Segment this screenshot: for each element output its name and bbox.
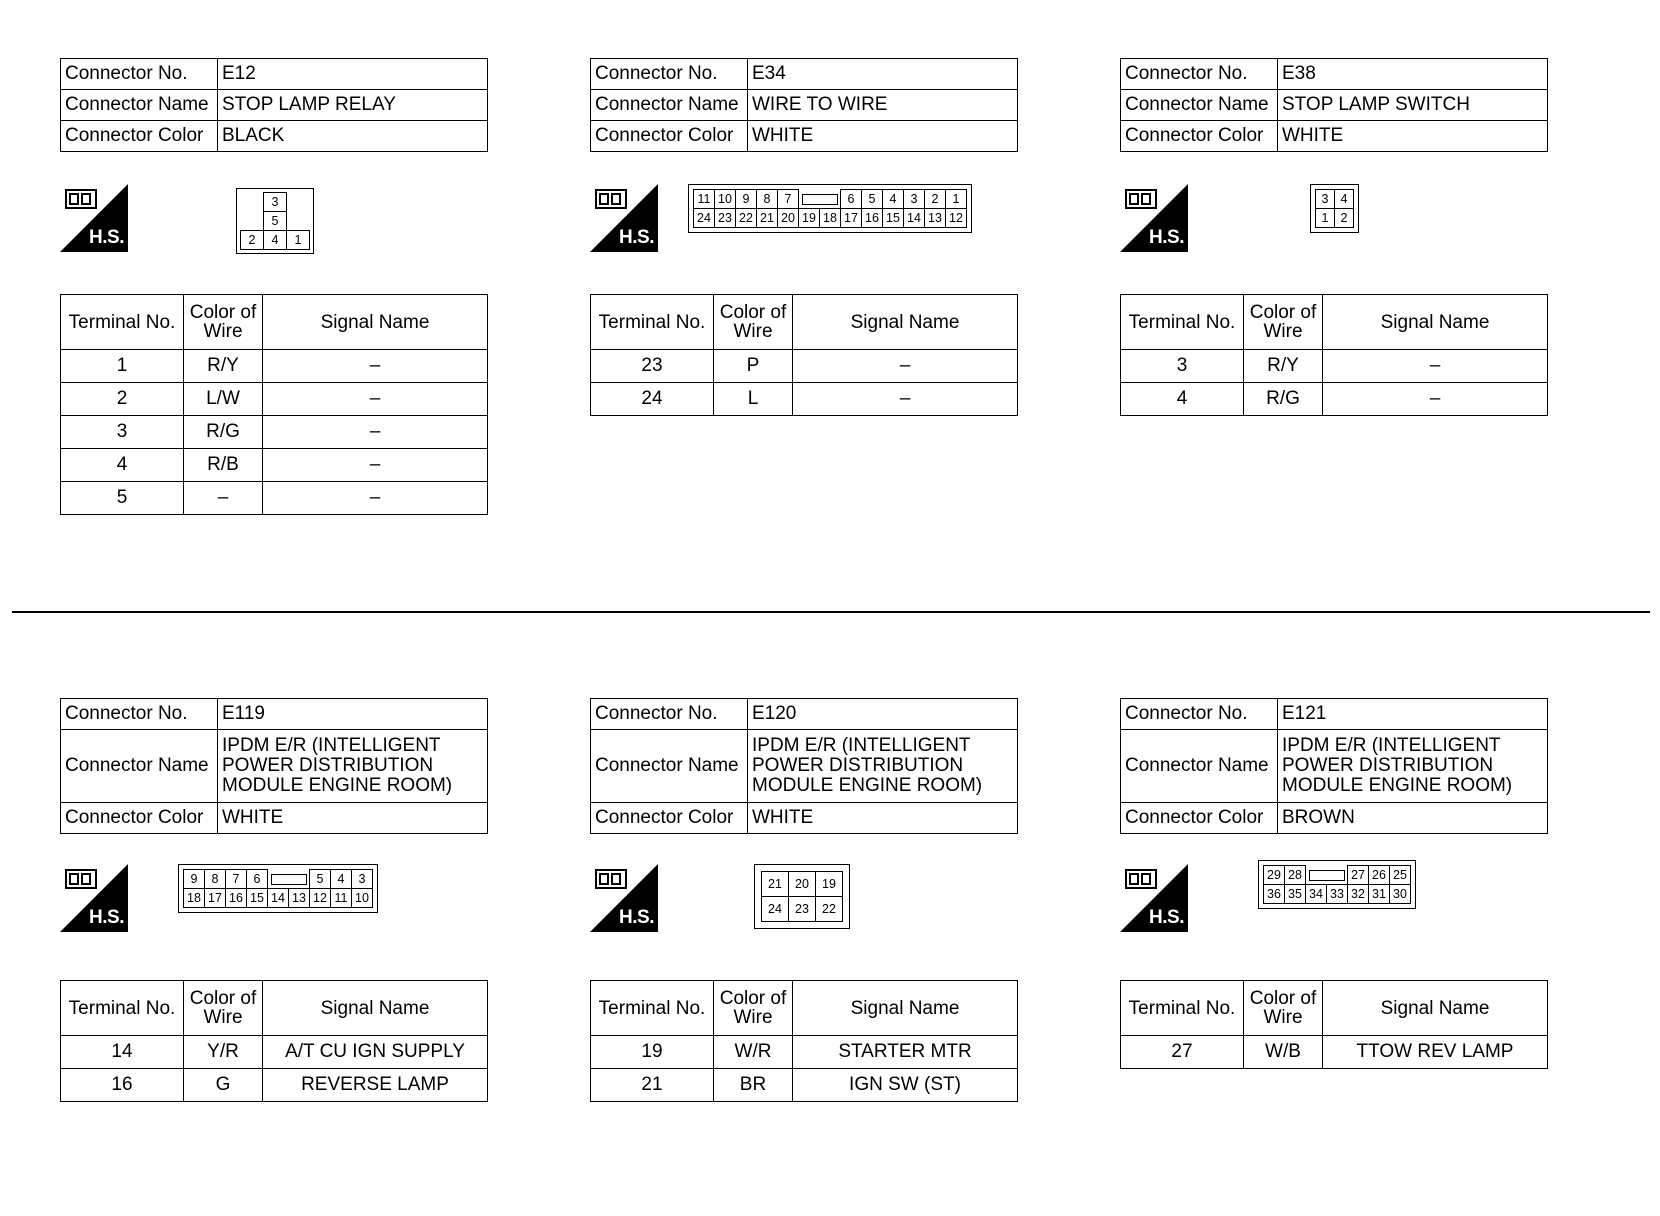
connector-key [799, 190, 841, 209]
connector-no-label: Connector No. [61, 699, 218, 730]
table-row: 2 L/W – [61, 383, 488, 416]
connector-no-label: Connector No. [591, 59, 748, 90]
connector-info-table [60, 58, 488, 152]
pin-1: 1 [287, 231, 310, 250]
signal-name-header: Signal Name [263, 295, 488, 350]
connector-name-value: WIRE TO WIRE [748, 90, 1018, 121]
connector-color-value: BLACK [218, 121, 488, 152]
section-divider [12, 611, 1650, 613]
terminal-no-header: Terminal No. [1121, 981, 1244, 1036]
terminal-no-header: Terminal No. [591, 295, 714, 350]
connector-no-label: Connector No. [591, 699, 748, 730]
harness-side-icon [1120, 184, 1188, 252]
connector-color-value: WHITE [1278, 121, 1548, 152]
table-row: 4 R/G – [1121, 383, 1548, 416]
pin-5: 5 [264, 212, 287, 231]
signal-name-header: Signal Name [793, 295, 1018, 350]
harness-side-icon [1120, 864, 1188, 932]
connector-name-label: Connector Name [1121, 730, 1278, 803]
connector-face-diagram: 21 20 19 24 23 22 [754, 864, 850, 929]
harness-side-icon [590, 864, 658, 932]
connector-face-diagram [236, 188, 314, 254]
connector-info-table [590, 698, 1018, 834]
connector-name-value: STOP LAMP SWITCH [1278, 90, 1548, 121]
hs-label: H.S. [619, 907, 654, 928]
harness-side-icon [60, 184, 128, 252]
connector-no-value: E120 [748, 699, 1018, 730]
terminal-table [1120, 294, 1548, 416]
connector-name-value: IPDM E/R (INTELLIGENT POWER DISTRIBUTION MODULE ENGINE ROOM) [218, 730, 488, 803]
connector-face-diagram: 11 10 9 8 7 6 5 4 3 2 1 24 23 22 21 20 19 18 17 16 15 14 13 12 [688, 184, 972, 233]
table-row: 3 R/G – [61, 416, 488, 449]
table-row: 27 W/B TTOW REV LAMP [1121, 1036, 1548, 1069]
connector-info-table [590, 58, 1018, 152]
connector-block-e38 [1120, 58, 1548, 409]
connector-face-diagram: 3 4 1 2 [1310, 184, 1359, 233]
terminal-no-header: Terminal No. [61, 981, 184, 1036]
connector-block-e121 [1120, 698, 1548, 1062]
table-row: 24 L – [591, 383, 1018, 416]
connector-no-label: Connector No. [61, 59, 218, 90]
connector-name-label: Connector Name [61, 730, 218, 803]
signal-name-header: Signal Name [1323, 295, 1548, 350]
connector-block-e34 [590, 58, 1018, 409]
connector-no-value: E119 [218, 699, 488, 730]
connector-color-value: WHITE [748, 121, 1018, 152]
color-of-wire-header: Color of Wire [184, 981, 263, 1036]
color-of-wire-header: Color of Wire [714, 295, 793, 350]
hs-label: H.S. [1149, 907, 1184, 928]
table-row: 23 P – [591, 350, 1018, 383]
connector-name-value: IPDM E/R (INTELLIGENT POWER DISTRIBUTION MODULE ENGINE ROOM) [1278, 730, 1548, 803]
connector-color-label: Connector Color [61, 121, 218, 152]
terminal-table [1120, 980, 1548, 1069]
connector-color-label: Connector Color [591, 803, 748, 834]
connector-info-table [1120, 698, 1548, 834]
hs-label: H.S. [619, 227, 654, 248]
connector-key [268, 870, 310, 889]
connector-color-label: Connector Color [1121, 803, 1278, 834]
harness-side-icon [590, 184, 658, 252]
terminal-no-header: Terminal No. [61, 295, 184, 350]
connector-name-value: IPDM E/R (INTELLIGENT POWER DISTRIBUTION MODULE ENGINE ROOM) [748, 730, 1018, 803]
connector-face-diagram: 9 8 7 6 5 4 3 18 17 16 15 14 13 12 11 10 [178, 864, 378, 913]
hs-label: H.S. [1149, 227, 1184, 248]
color-of-wire-header: Color of Wire [184, 295, 263, 350]
connector-no-value: E12 [218, 59, 488, 90]
color-of-wire-header: Color of Wire [1244, 295, 1323, 350]
pin-3: 3 [264, 193, 287, 212]
connector-color-label: Connector Color [61, 803, 218, 834]
table-row: 4 R/B – [61, 449, 488, 482]
connector-color-label: Connector Color [591, 121, 748, 152]
table-row: 3 R/Y – [1121, 350, 1548, 383]
color-of-wire-header: Color of Wire [714, 981, 793, 1036]
connector-color-label: Connector Color [1121, 121, 1278, 152]
connector-no-label: Connector No. [1121, 59, 1278, 90]
table-row: 14 Y/R A/T CU IGN SUPPLY [61, 1036, 488, 1069]
pin-2: 2 [241, 231, 264, 250]
harness-side-icon [60, 864, 128, 932]
connector-key [1306, 866, 1348, 885]
connector-block-e119 [60, 698, 488, 1095]
signal-name-header: Signal Name [263, 981, 488, 1036]
connector-color-value: BROWN [1278, 803, 1548, 834]
connector-color-value: WHITE [748, 803, 1018, 834]
signal-name-header: Signal Name [1323, 981, 1548, 1036]
table-row: 21 BR IGN SW (ST) [591, 1069, 1018, 1102]
connector-block-e12 [60, 58, 488, 508]
connector-name-value: STOP LAMP RELAY [218, 90, 488, 121]
terminal-table [590, 980, 1018, 1102]
connector-no-value: E38 [1278, 59, 1548, 90]
color-of-wire-header: Color of Wire [1244, 981, 1323, 1036]
terminal-table [60, 980, 488, 1102]
terminal-table [590, 294, 1018, 416]
terminal-no-header: Terminal No. [1121, 295, 1244, 350]
connector-name-label: Connector Name [591, 730, 748, 803]
connector-name-label: Connector Name [1121, 90, 1278, 121]
connector-no-value: E34 [748, 59, 1018, 90]
table-row: 16 G REVERSE LAMP [61, 1069, 488, 1102]
hs-label: H.S. [89, 227, 124, 248]
terminal-no-header: Terminal No. [591, 981, 714, 1036]
connector-face-diagram: 29 28 27 26 25 36 35 34 33 32 31 30 [1258, 860, 1416, 909]
table-row: 1 R/Y – [61, 350, 488, 383]
connector-name-label: Connector Name [61, 90, 218, 121]
connector-name-label: Connector Name [591, 90, 748, 121]
connector-info-table [1120, 58, 1548, 152]
signal-name-header: Signal Name [793, 981, 1018, 1036]
table-row: 19 W/R STARTER MTR [591, 1036, 1018, 1069]
pin-4: 4 [264, 231, 287, 250]
connector-color-value: WHITE [218, 803, 488, 834]
connector-no-label: Connector No. [1121, 699, 1278, 730]
connector-no-value: E121 [1278, 699, 1548, 730]
connector-info-table [60, 698, 488, 834]
table-row: 5 – – [61, 482, 488, 515]
hs-label: H.S. [89, 907, 124, 928]
connector-block-e120 [590, 698, 1018, 1095]
terminal-table [60, 294, 488, 515]
